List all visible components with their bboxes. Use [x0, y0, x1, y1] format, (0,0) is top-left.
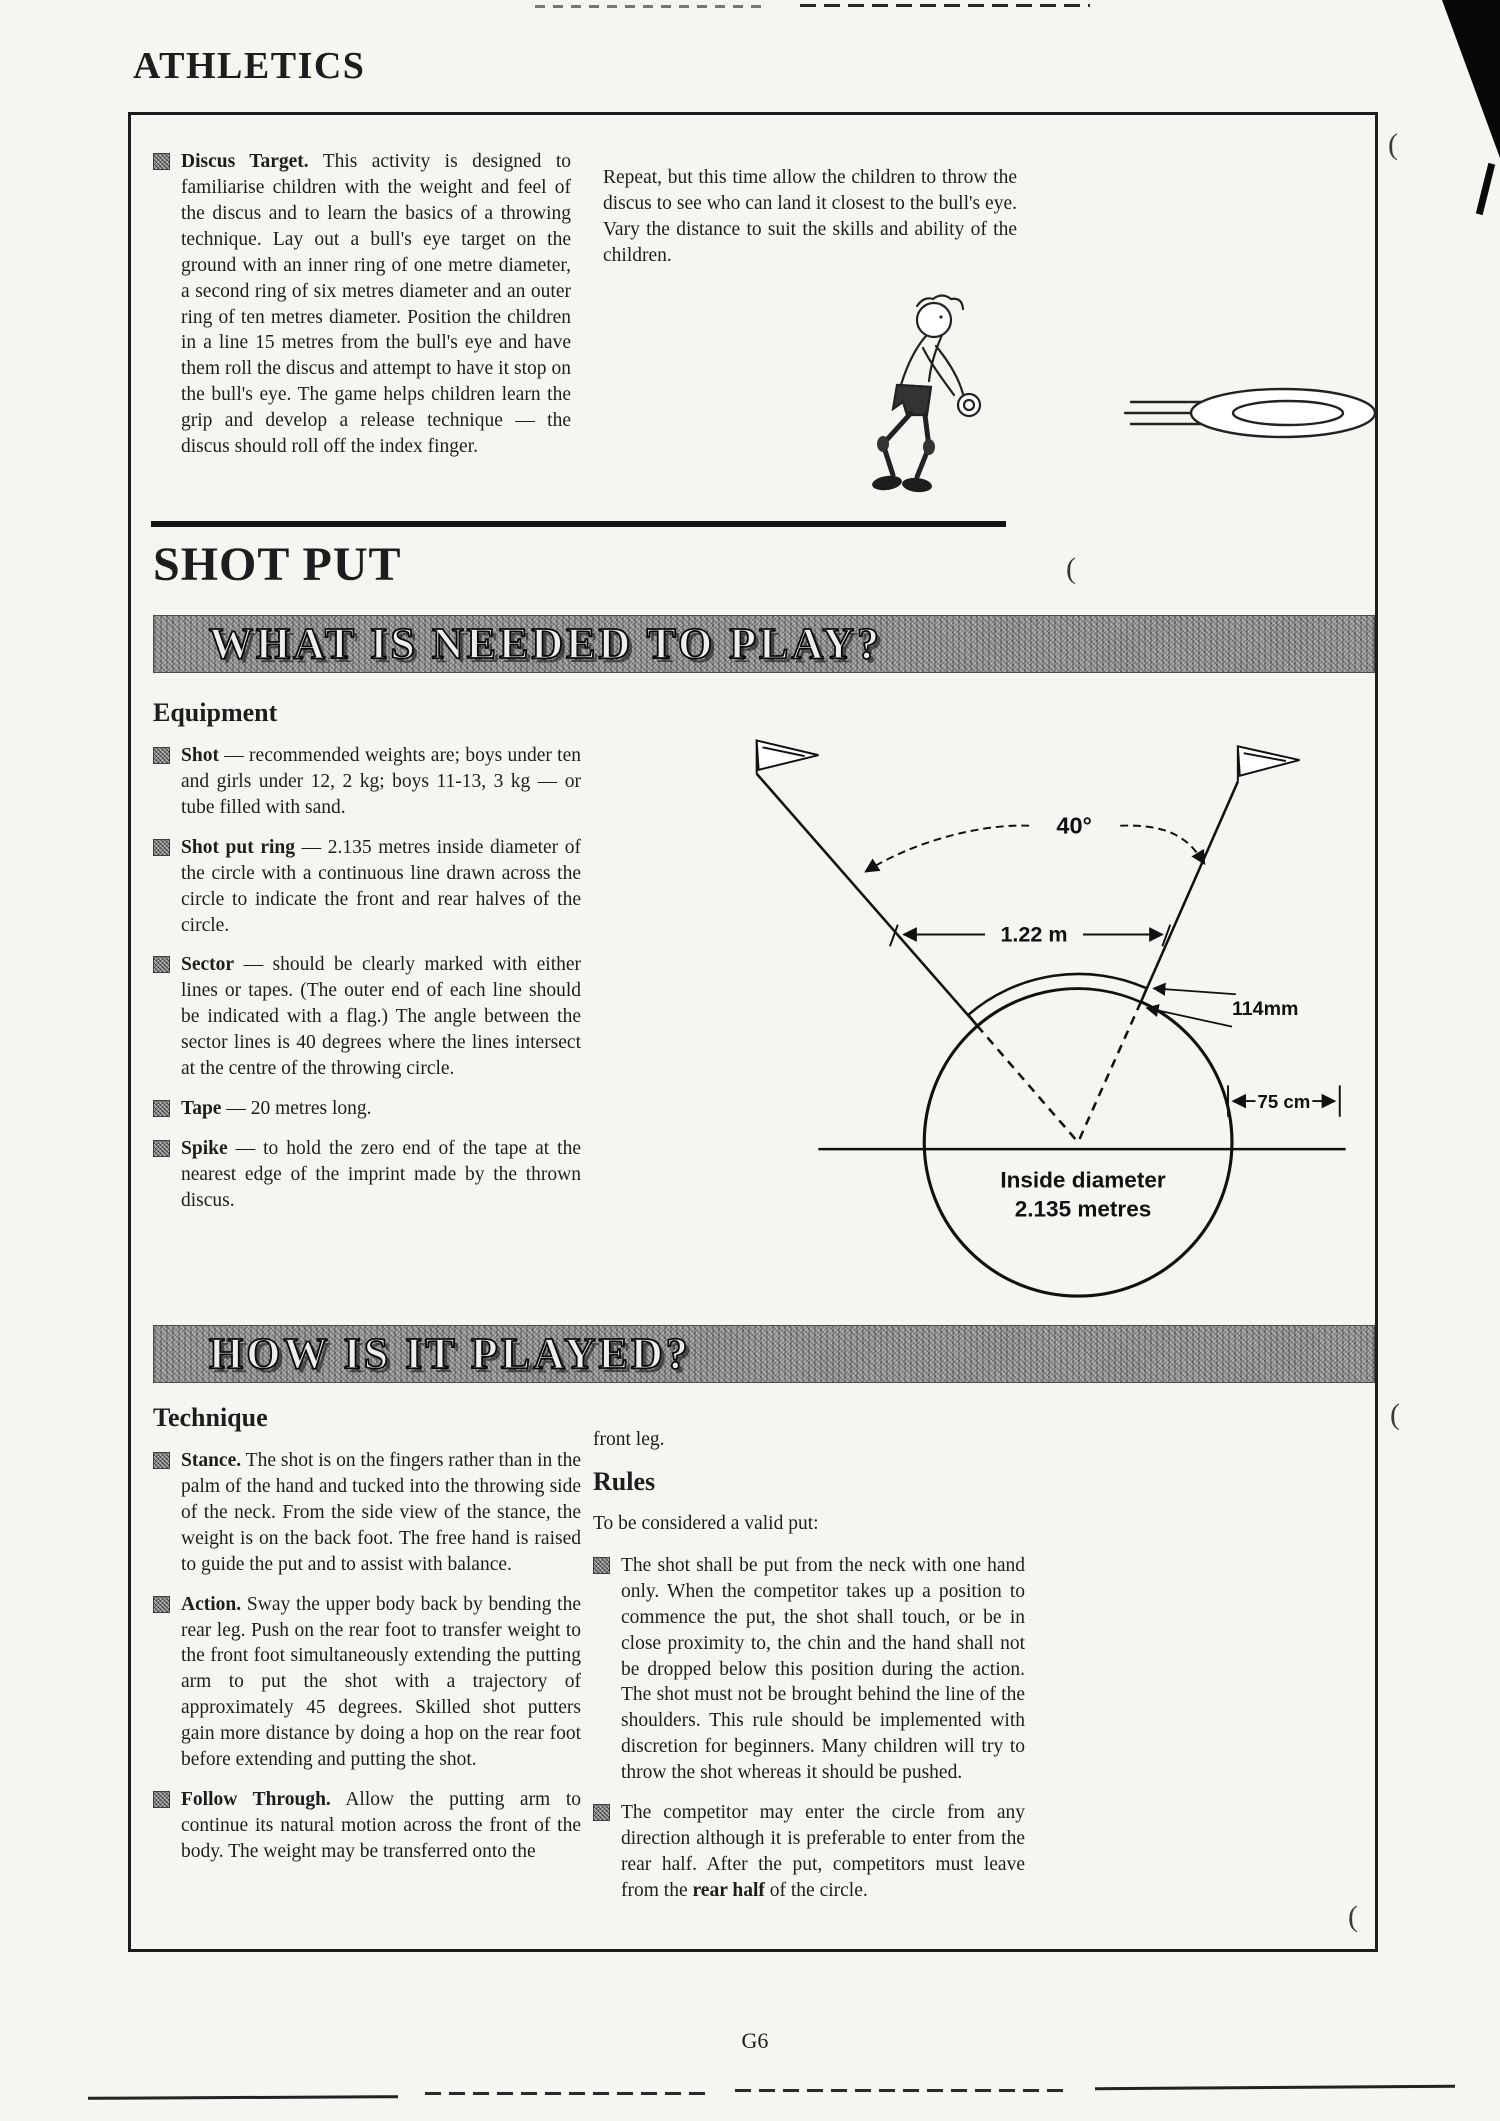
technique-item-body: The shot is on the fingers rather than in the palm of the hand and tucked into the throwing side of the neck. From the side view of the stance, the weight is on the back foot. The free hand is raised to guide the put and to assist with balance. [181, 1450, 581, 1575]
list-item [153, 1096, 581, 1122]
list-item [153, 952, 581, 1082]
scan-artifact-line [735, 2089, 1065, 2092]
equipment-item-body: — should be clearly marked with either lines or tapes. (The outer end of each line should be indicated with a flag.) The angle between the sector lines is 40 degrees where the lines intersect at the centre of the throwing circle. [181, 954, 582, 1080]
discus-target-item [153, 149, 571, 460]
technique-item-lead: Stance. [181, 1450, 242, 1471]
discus-target-lead: Discus Target. [181, 151, 309, 172]
rules-heading: Rules [593, 1466, 656, 1496]
technique-item-body: Sway the upper body back by bending the rear leg. Push on the rear foot to transfer weight to the front foot simultaneously extending the putting arm to put the shot with a trajectory of approximately 45 degrees. Skilled shot putters gain more distance by doing a hop on the rear foot before extending and putting the shot. [181, 1593, 581, 1771]
stop-board-label: 114mm [1231, 997, 1299, 1020]
bullet-square-icon [153, 747, 170, 764]
technique-item-text [181, 1787, 581, 1865]
bullet-square-icon [153, 1140, 170, 1157]
bullet-square-icon [153, 1452, 170, 1469]
sector-lines [757, 774, 1238, 1142]
offset-annotation [1228, 1085, 1340, 1116]
page-number: G6 [741, 2028, 769, 2053]
discus-thrower-illustration [831, 283, 1376, 505]
bullet-square-icon [593, 1557, 610, 1574]
page-title: ATHLETICS [133, 45, 366, 87]
scan-artifact-line [800, 4, 1090, 7]
list-item [153, 1787, 581, 1865]
list-item [593, 1800, 1025, 1904]
scan-artifact-line [535, 5, 765, 8]
angle-annotation [865, 813, 1204, 872]
equipment-item-text [181, 1096, 581, 1122]
list-item [153, 1448, 581, 1578]
rule-item-text [621, 1800, 1025, 1904]
diameter-label-line2: 2.135 metres [1014, 1196, 1152, 1222]
equipment-item-lead: Tape [181, 1098, 222, 1120]
section-divider [151, 521, 1006, 527]
technique-list [153, 1448, 581, 1879]
stop-board [968, 974, 1146, 1026]
equipment-item-text [181, 835, 581, 939]
left-flag-icon [757, 740, 819, 773]
equipment-item-body: — 20 metres long. [226, 1098, 372, 1120]
list-item [153, 743, 581, 821]
bullet-square-icon [153, 1596, 170, 1613]
bullet-square-icon [153, 956, 170, 973]
equipment-item-lead: Spike [181, 1137, 228, 1159]
shot-put-section-title: SHOT PUT [153, 538, 402, 591]
discus-section-right-column: Repeat, but this time allow the children to throw the discus to see who can land it closest to the bull's eye. Vary the distance to suit the skills and ability of the children. [603, 167, 1017, 266]
list-item [153, 835, 581, 939]
banner-how-text: HOW IS IT PLAYED? [209, 1329, 691, 1378]
ring-width-label: 1.22 m [1000, 921, 1068, 947]
bullet-square-icon [153, 153, 170, 170]
technique-item-lead: Follow Through. [181, 1789, 331, 1811]
list-item [153, 1136, 581, 1214]
equipment-item-body: — 2.135 metres inside diameter of the circle with a continuous line drawn across the circle to indicate the front and rear halves of the circle. [181, 836, 582, 936]
child-figure [871, 296, 980, 494]
equipment-item-body: — recommended weights are; boys under ten and girls under 12, 2 kg; boys 11-13, 3 kg — or tube filled with sand. [181, 745, 581, 818]
scan-artifact-paren: ( [1390, 1398, 1400, 1431]
equipment-heading: Equipment [153, 698, 278, 727]
stop-board-annotation [1147, 988, 1299, 1026]
scan-artifact-sliver [1476, 163, 1495, 215]
banner-what-text: WHAT IS NEEDED TO PLAY? [209, 619, 882, 668]
equipment-item-text [181, 952, 581, 1082]
discus-target-paragraph [181, 149, 571, 460]
technique-item-lead: Action. [181, 1593, 242, 1615]
equipment-list [153, 743, 581, 1228]
bullet-square-icon [153, 1100, 170, 1117]
technique-item-text [181, 1448, 581, 1578]
banner-what-is-needed [153, 615, 1375, 673]
scan-artifact-paren: ( [1388, 128, 1398, 161]
list-item [593, 1553, 1025, 1786]
scan-artifact-paren: ( [1066, 552, 1076, 585]
bullet-square-icon [593, 1804, 610, 1821]
flying-discus-icon [1125, 389, 1375, 437]
equipment-item-lead: Shot [181, 745, 219, 766]
discus-section-left-column [153, 149, 571, 474]
scan-artifact-paren: ( [1348, 1900, 1358, 1933]
scan-artifact-line [1095, 2085, 1455, 2091]
rule-item-bold: rear half [692, 1879, 765, 1901]
diameter-label-line1: Inside diameter [1000, 1167, 1166, 1193]
bullet-square-icon [153, 1791, 170, 1808]
bullet-square-icon [153, 839, 170, 856]
angle-label: 40° [1056, 812, 1092, 839]
technique-continuation-text: front leg. [593, 1429, 665, 1450]
ring-width-annotation [890, 921, 1170, 946]
technique-item-text [181, 1592, 581, 1773]
equipment-item-body: — to hold the zero end of the tape at the nearest edge of the imprint made by the thrown discus. [181, 1137, 582, 1211]
scan-artifact-line [425, 2092, 705, 2095]
rule-item-text: The shot shall be put from the neck with one hand only. When the competitor takes up a position to commence the put, the shot shall touch, or be in close proximity to, the chin and the hand shall not be dropped below this position during the action. The shot must not be brought behind the line of the shoulders. This rule should be implemented with discretion for beginners. Many children will try to throw the shot whereas it should be pushed. [621, 1554, 1025, 1784]
equipment-item-text [181, 1136, 581, 1214]
list-item [153, 1592, 581, 1773]
right-flag-icon [1238, 746, 1300, 781]
banner-how-is-it-played [153, 1325, 1375, 1383]
rules-column [593, 1427, 1025, 1918]
rule-item-body: The competitor may enter the circle from any direction although it is preferable to enter from the rear half. After the put, competitors must leave from the [621, 1802, 1025, 1901]
content-box [128, 112, 1378, 1952]
shot-put-circle-diagram [691, 703, 1377, 1311]
offset-label: 75 cm [1257, 1090, 1311, 1112]
throwing-circle [924, 988, 1232, 1296]
equipment-item-lead: Sector [181, 954, 235, 976]
technique-heading: Technique [153, 1403, 268, 1432]
equipment-item-lead: Shot put ring [181, 836, 295, 858]
scan-artifact-line [88, 2095, 398, 2100]
scan-artifact-corner-wedge [1442, 0, 1500, 158]
equipment-item-text [181, 743, 581, 821]
discus-target-body: This activity is designed to familiarise children with the weight and feel of the discus and to learn the basics of a throwing technique. Lay out a bull's eye target on the ground with an inner ring of one metre diameter, a second ring of six metres diameter and an outer ring of ten metres diameter. Position the children in a line 15 metres from the bull's eye and have them roll the discus and attempt to have it stop on the bull's eye. The game helps children learn the grip and develop a release technique — the discus should roll off the index finger. [181, 151, 571, 458]
technique-item-body: Allow the putting arm to continue its natural motion across the front of the body. The weight may be transferred onto the [181, 1789, 581, 1862]
rules-intro: To be considered a valid put: [593, 1512, 819, 1534]
rule-item-body: of the circle. [769, 1879, 868, 1901]
